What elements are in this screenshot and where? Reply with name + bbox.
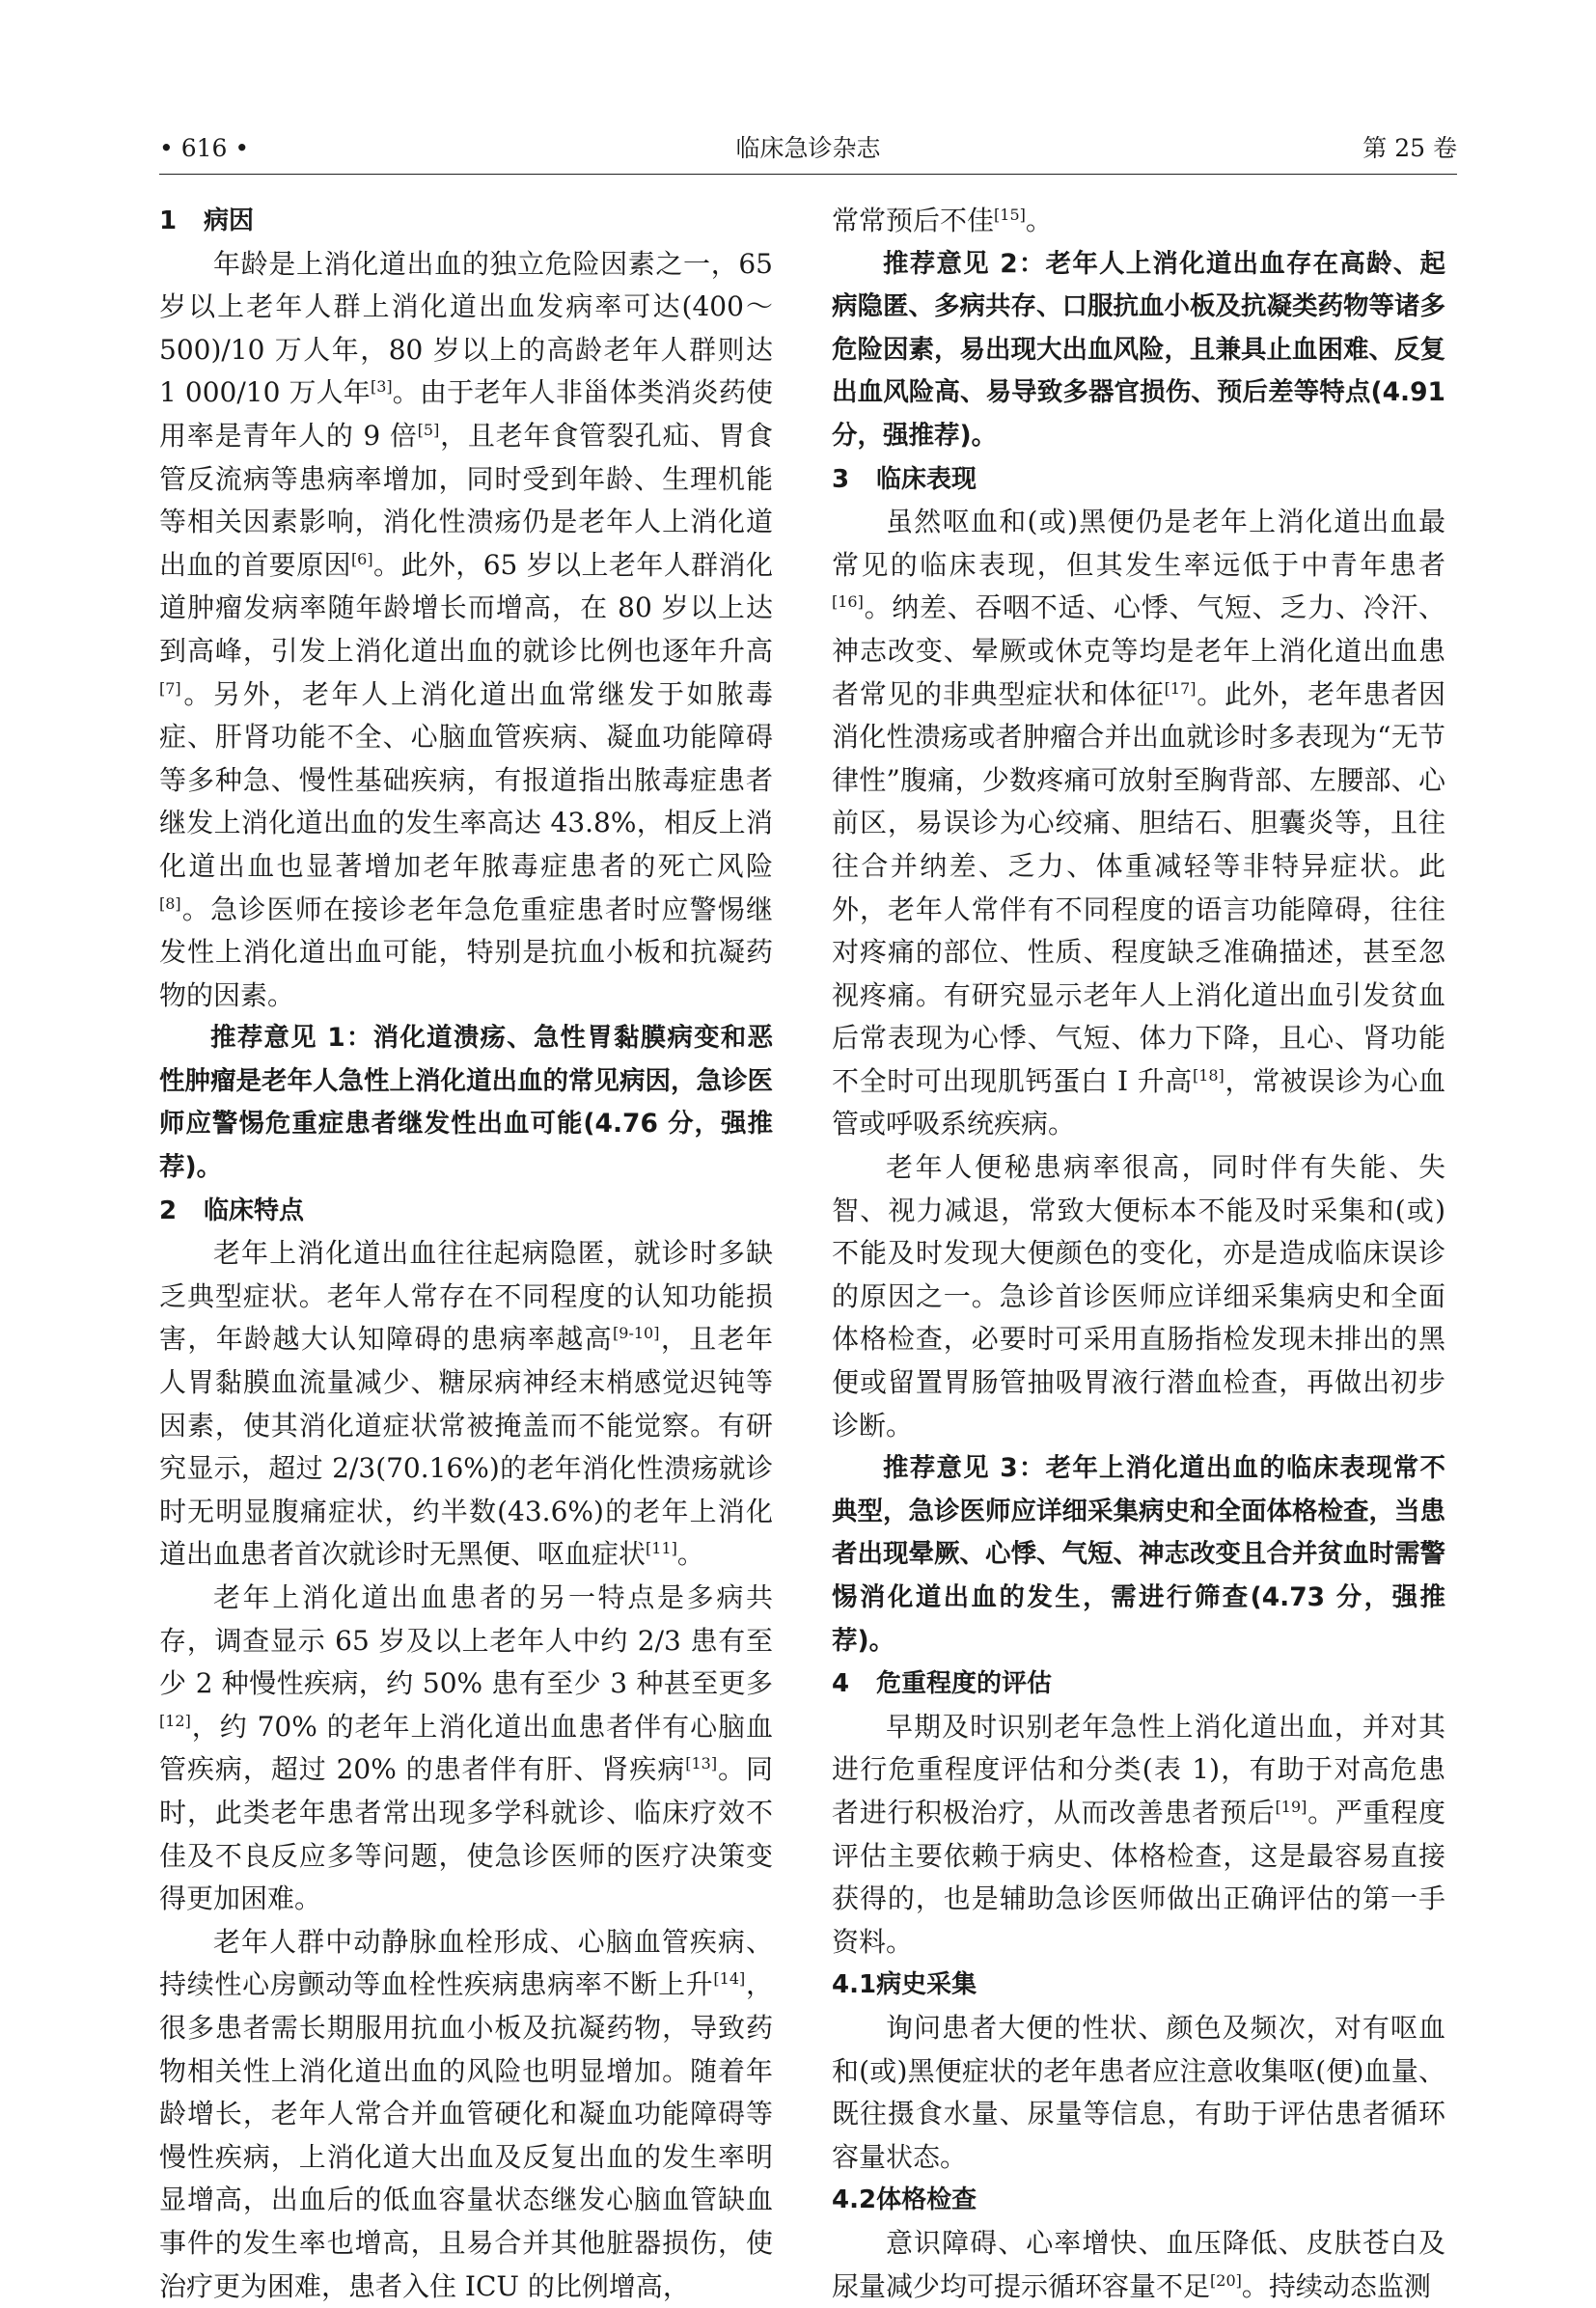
section-heading-3 [832, 458, 1445, 502]
right-column [832, 200, 1445, 2308]
citation[interactable]: [9-10] [613, 1324, 660, 1343]
paragraph-continued [832, 200, 1445, 243]
text-run: ，且老年食管裂孔疝、胃食管反流病等患病率增加，同时受到年龄、生理机能等相关因素影响，消化性溃疡仍是老年人上消化道出血的首要原因 [159, 419, 773, 581]
text-run: 年龄是上消化道出血的独立危险因素之一，65 岁以上老年人群上消化道出血发病率可达(400～500)/10 万人年，80 岁以上的高龄老年人群则达 1 000/10 万人年 [159, 247, 773, 409]
volume-label: 第 25 卷 [1362, 134, 1457, 162]
section-heading-2 [159, 1190, 773, 1233]
paragraph [159, 1232, 773, 1577]
text-run: 老年人群中动静脉血栓形成、心脑血管疾病、持续性心房颤动等血栓性疾病患病率不断上升 [159, 1925, 773, 2001]
section-heading-1 [159, 200, 773, 243]
text-run: 。持续动态监测 [1241, 2269, 1431, 2302]
paragraph [159, 1577, 773, 1921]
section-number: 4 [832, 1669, 850, 1699]
text-run: 意识障碍、心率增快、血压降低、皮肤苍白及尿量减少均可提示循环容量不足 [832, 2226, 1445, 2302]
section-number: 1 [159, 206, 178, 235]
section-heading-4 [832, 1662, 1445, 1706]
running-header [159, 127, 1457, 170]
citation[interactable]: [19] [1275, 1797, 1307, 1816]
citation[interactable]: [15] [994, 206, 1026, 224]
section-number: 2 [159, 1195, 178, 1225]
citation[interactable]: [16] [832, 592, 864, 612]
text-run: 早期及时识别老年急性上消化道出血，并对其进行危重程度评估和分类(表 1)，有助于对高危患者进行积极治疗，从而改善患者预后 [832, 1710, 1445, 1828]
subsection-number: 4.2 [832, 2185, 877, 2215]
text-run: 。另外，老年人上消化道出血常继发于如脓毒症、肝肾功能不全、心脑血管疾病、凝血功能障碍等多种急、慢性基础疾病，有报道指出脓毒症患者继发上消化道出血的发生率高达 43.8%，相反上消化道出血也显著增加老年脓毒症患者的死亡风险 [159, 677, 773, 882]
citation[interactable]: [3] [370, 377, 393, 397]
header-rule [159, 174, 1457, 175]
text-run: ，常被误诊为心血管或呼吸系统疾病。 [832, 1064, 1445, 1140]
text-run: 。同时，此类老年患者常出现多学科就诊、临床疗效不佳及不良反应多等问题，使急诊医师的医疗决策变得更加困难。 [159, 1753, 773, 1915]
citation[interactable]: [7] [159, 678, 181, 698]
text-run: 。由于老年人非甾体类消炎药使用率是青年人的 9 倍 [159, 376, 773, 452]
subsection-heading-4-2 [832, 2179, 1445, 2222]
paragraph: 询问患者大便的性状、颜色及频次，对有呕血和(或)黑便症状的老年患者应注意收集呕(便)血量、既往摄食水量、尿量等信息，有助于评估患者循环容量状态。 [832, 2011, 1445, 2173]
citation[interactable]: [11] [646, 1539, 677, 1558]
text-run: 常常预后不佳 [832, 205, 995, 236]
text-run: 虽然呕血和(或)黑便仍是老年上消化道出血最常见的临床表现，但其发生率远低于中青年患者 [832, 506, 1445, 581]
citation[interactable]: [17] [1164, 678, 1197, 698]
text-run: 。纳差、吞咽不适、心悸、气短、乏力、冷汗、神志改变、晕厥或休克等均是老年上消化道出血患者常见的非典型症状和体征 [832, 591, 1445, 710]
subsection-title: 体格检查 [876, 2185, 977, 2215]
text-run: 。严重程度评估主要依赖于病史、体格检查，这是最容易直接获得的，也是辅助急诊医师做出正确评估的第一手资料。 [832, 1796, 1445, 1958]
text-run: 。 [676, 1538, 704, 1571]
text-run: 。 [1025, 205, 1053, 236]
recommendation-1: 推荐意见 1：消化道溃疡、急性胃黏膜病变和恶性肿瘤是老年人急性上消化道出血的常见病因，急诊医师应警惕危重症患者继发性出血可能(4.76 分，强推荐)。 [159, 1023, 773, 1183]
citation[interactable]: [20] [1210, 2270, 1242, 2290]
citation[interactable]: [18] [1192, 1065, 1225, 1085]
paragraph: 老年人便秘患病率很高，同时伴有失能、失智、视力减退，常致大便标本不能及时采集和(或)不能及时发现大便颜色的变化，亦是造成临床误诊的原因之一。急诊首诊医师应详细采集病史和全面体格检查，必要时可采用直肠指检发现未排出的黑便或留置胃肠管抽吸胃液行潜血检查，再做出初步诊断。 [832, 1151, 1445, 1442]
text-run: ，约 70% 的老年上消化道出血患者伴有心脑血管疾病，超过 20% 的患者伴有肝、肾疾病 [159, 1710, 773, 1786]
left-column [159, 200, 773, 2308]
text-run: 。急诊医师在接诊老年急危重症患者时应警惕继发性上消化道出血可能，特别是抗血小板和抗凝药物的因素。 [159, 893, 773, 1011]
citation[interactable]: [13] [685, 1754, 718, 1773]
journal-name: 临床急诊杂志 [735, 134, 881, 162]
recommendation-2: 推荐意见 2：老年人上消化道出血存在高龄、起病隐匿、多病共存、口服抗血小板及抗凝类药物等诸多危险因素，易出现大出血风险，且兼具止血困难、反复出血风险高、易导致多器官损伤、预后差等特点(4.91 分，强推荐)。 [832, 248, 1445, 451]
page-number: • 616 • [159, 134, 250, 162]
paragraph [832, 501, 1445, 1146]
paragraph [832, 2222, 1445, 2308]
text-run: 老年上消化道出血往往起病隐匿，就诊时多缺乏典型症状。老年人常存在不同程度的认知功能损害，年龄越大认知障碍的患病率越高 [159, 1237, 773, 1356]
text-run: 。此外，老年患者因消化性溃疡或者肿瘤合并出血就诊时多表现为“无节律性”腹痛，少数疼痛可放射至胸背部、左腰部、心前区，易误诊为心绞痛、胆结石、胆囊炎等，且往往合并纳差、乏力、体重减轻等非特异症状。此外，老年人常伴有不同程度的语言功能障碍，往往对疼痛的部位、性质、程度缺乏准确描述，甚至忽视疼痛。有研究显示老年人上消化道出血引发贫血后常表现为心悸、气短、体力下降，且心、肾功能不全时可出现肌钙蛋白 I 升高 [832, 677, 1445, 1097]
subsection-heading-4-1 [832, 1964, 1445, 2007]
section-title: 临床特点 [204, 1195, 305, 1225]
citation[interactable]: [12] [159, 1711, 191, 1730]
section-number: 3 [832, 464, 850, 494]
recommendation-3: 推荐意见 3：老年上消化道出血的临床表现常不典型，急诊医师应详细采集病史和全面体格检查，当患者出现晕厥、心悸、气短、神志改变且合并贫血时需警惕消化道出血的发生，需进行筛查(4.73 分，强推荐)。 [832, 1453, 1445, 1656]
text-run: 。此外，65 岁以上老年人群消化道肿瘤发病率随年龄增长而增高，在 80 岁以上达到高峰，引发上消化道出血的就诊比例也逐年升高 [159, 548, 773, 667]
section-title: 病因 [204, 206, 255, 235]
paragraph [832, 1706, 1445, 1965]
citation[interactable]: [8] [159, 893, 181, 913]
citation[interactable]: [6] [350, 549, 373, 568]
citation[interactable]: [5] [417, 420, 440, 439]
subsection-number: 4.1 [832, 1970, 877, 2000]
text-run: 老年上消化道出血患者的另一特点是多病共存，调查显示 65 岁及以上老年人中约 2/3 患有至少 2 种慢性疾病，约 50% 患有至少 3 种甚至更多 [159, 1581, 773, 1700]
subsection-title: 病史采集 [876, 1970, 977, 2000]
section-title: 临床表现 [876, 464, 977, 494]
citation[interactable]: [14] [713, 1969, 746, 1989]
paragraph [159, 1921, 773, 2308]
text-run: ，且老年人胃黏膜血流量减少、糖尿病神经末梢感觉迟钝等因素，使其消化道症状常被掩盖而不能觉察。有研究显示，超过 2/3(70.16%)的老年消化性溃疡就诊时无明显腹痛症状，约半数(43.6%)的老年上消化道出血患者首次就诊时无黑便、呕血症状 [159, 1323, 773, 1571]
text-run: ，很多患者需长期服用抗血小板及抗凝药物，导致药物相关性上消化道出血的风险也明显增加。随着年龄增长，老年人常合并血管硬化和凝血功能障碍等慢性疾病，上消化道大出血及反复出血的发生率明显增高，出血后的低血容量状态继发心脑血管缺血事件的发生率也增高，且易合并其他脏器损伤，使治疗更为困难，患者入住 ICU 的比例增高， [159, 1968, 773, 2302]
paragraph [159, 243, 773, 1018]
section-title: 危重程度的评估 [876, 1669, 1053, 1699]
